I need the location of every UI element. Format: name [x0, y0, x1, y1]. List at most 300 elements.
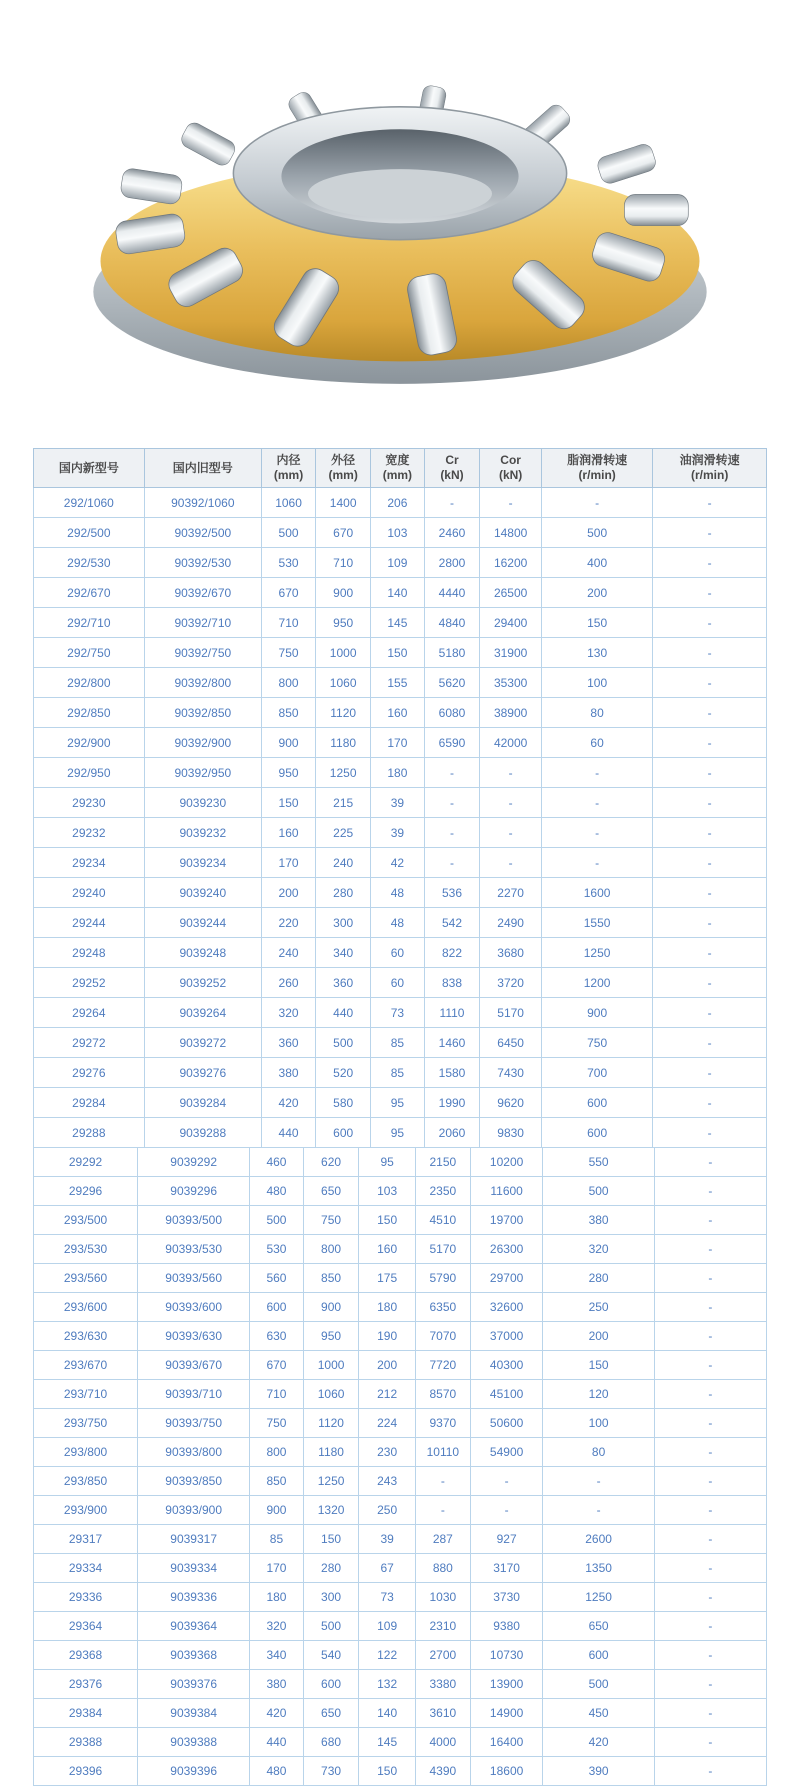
table-cell: -	[424, 758, 480, 788]
table-cell: -	[543, 1496, 654, 1525]
table-cell: 292/1060	[34, 488, 145, 518]
product-photo	[50, 24, 750, 392]
table-cell: 9039288	[144, 1118, 261, 1148]
table-cell: 500	[261, 518, 315, 548]
table-cell: 9039244	[144, 908, 261, 938]
table-cell: 340	[316, 938, 371, 968]
table-cell: 29364	[34, 1612, 138, 1641]
table-cell: 292/710	[34, 608, 145, 638]
table-cell: 200	[359, 1351, 415, 1380]
table-cell: -	[653, 518, 767, 548]
table-cell: 1120	[303, 1409, 359, 1438]
column-header: 外径 (mm)	[316, 449, 371, 488]
table-cell: 670	[261, 578, 315, 608]
table-cell: 380	[543, 1206, 654, 1235]
column-header: 国内旧型号	[144, 449, 261, 488]
table-cell: 420	[250, 1699, 304, 1728]
table-cell: 150	[261, 788, 315, 818]
roller	[595, 142, 657, 186]
table-cell: 500	[316, 1028, 371, 1058]
table-cell: 600	[250, 1293, 304, 1322]
table-cell: 600	[543, 1641, 654, 1670]
table-cell: 380	[261, 1058, 315, 1088]
table-cell: -	[654, 1612, 766, 1641]
table-cell: 5170	[480, 998, 542, 1028]
table-cell: 9039396	[138, 1757, 250, 1786]
table-cell: 340	[250, 1641, 304, 1670]
table-row	[34, 968, 767, 998]
table-cell: 380	[250, 1670, 304, 1699]
spec-tables	[33, 448, 767, 1786]
table-cell: 230	[359, 1438, 415, 1467]
table-cell: 292/800	[34, 668, 145, 698]
table-cell: 90393/500	[138, 1206, 250, 1235]
table-cell: 750	[303, 1206, 359, 1235]
table-cell: -	[654, 1351, 766, 1380]
table-cell: 927	[470, 1525, 543, 1554]
table-cell: 155	[371, 668, 425, 698]
table-cell: 9039317	[138, 1525, 250, 1554]
table-cell: 1250	[316, 758, 371, 788]
table-cell: 29244	[34, 908, 145, 938]
table-row	[34, 1293, 767, 1322]
table-row	[34, 1177, 767, 1206]
table-cell: 9039248	[144, 938, 261, 968]
table-cell: -	[653, 818, 767, 848]
table-row	[34, 1206, 767, 1235]
table-cell: 225	[316, 818, 371, 848]
table-cell: 35300	[480, 668, 542, 698]
table-cell: 710	[261, 608, 315, 638]
table-cell: 95	[359, 1148, 415, 1177]
table-cell: 1400	[316, 488, 371, 518]
table-cell: 3680	[480, 938, 542, 968]
table-cell: 1320	[303, 1496, 359, 1525]
table-cell: -	[480, 788, 542, 818]
table-cell: 9039364	[138, 1612, 250, 1641]
table-cell: -	[480, 758, 542, 788]
table-cell: 175	[359, 1264, 415, 1293]
table-cell: 29296	[34, 1177, 138, 1206]
table-cell: 90393/850	[138, 1467, 250, 1496]
table-cell: 1200	[541, 968, 652, 998]
spec-table-upper	[33, 448, 767, 1148]
table-cell: 29400	[480, 608, 542, 638]
table-cell: 850	[250, 1467, 304, 1496]
table-row	[34, 1757, 767, 1786]
table-cell: -	[653, 968, 767, 998]
table-row	[34, 1264, 767, 1293]
table-cell: -	[654, 1235, 766, 1264]
table-row	[34, 1467, 767, 1496]
table-cell: 950	[261, 758, 315, 788]
table-cell: 212	[359, 1380, 415, 1409]
table-cell: -	[654, 1583, 766, 1612]
table-row	[34, 998, 767, 1028]
table-cell: 38900	[480, 698, 542, 728]
table-cell: -	[654, 1670, 766, 1699]
table-cell: 320	[250, 1612, 304, 1641]
table-cell: 670	[316, 518, 371, 548]
table-row	[34, 728, 767, 758]
table-cell: -	[654, 1525, 766, 1554]
table-row	[34, 488, 767, 518]
table-cell: 620	[303, 1148, 359, 1177]
table-cell: 650	[303, 1177, 359, 1206]
table-cell: 54900	[470, 1438, 543, 1467]
table-cell: 293/530	[34, 1235, 138, 1264]
table-cell: 9039376	[138, 1670, 250, 1699]
table-cell: 29264	[34, 998, 145, 1028]
table-cell: 90393/630	[138, 1322, 250, 1351]
table-cell: 293/800	[34, 1438, 138, 1467]
table-cell: 90392/1060	[144, 488, 261, 518]
table-cell: -	[653, 698, 767, 728]
table-cell: 1030	[415, 1583, 470, 1612]
table-cell: 9039240	[144, 878, 261, 908]
table-cell: 822	[424, 938, 480, 968]
table-cell: 293/710	[34, 1380, 138, 1409]
table-cell: 530	[261, 548, 315, 578]
table-cell: 26300	[470, 1235, 543, 1264]
table-cell: 550	[543, 1148, 654, 1177]
table-cell: 250	[543, 1293, 654, 1322]
table-cell: 292/750	[34, 638, 145, 668]
table-cell: -	[541, 758, 652, 788]
header-row	[34, 449, 767, 488]
table-cell: 200	[543, 1322, 654, 1351]
table-cell: 2060	[424, 1118, 480, 1148]
table-cell: 48	[371, 908, 425, 938]
table-cell: -	[654, 1148, 766, 1177]
table-cell: 29700	[470, 1264, 543, 1293]
table-cell: -	[541, 488, 652, 518]
table-row	[34, 638, 767, 668]
table-cell: -	[654, 1293, 766, 1322]
table-cell: 390	[543, 1757, 654, 1786]
table-cell: 440	[316, 998, 371, 1028]
table-cell: 170	[261, 848, 315, 878]
table-cell: -	[654, 1409, 766, 1438]
table-cell: 1000	[303, 1351, 359, 1380]
table-cell: -	[653, 488, 767, 518]
table-cell: 140	[359, 1699, 415, 1728]
table-cell: 1250	[541, 938, 652, 968]
table-cell: -	[653, 1088, 767, 1118]
table-cell: 40300	[470, 1351, 543, 1380]
table-cell: 650	[543, 1612, 654, 1641]
table-cell: 37000	[470, 1322, 543, 1351]
table-cell: 150	[541, 608, 652, 638]
table-cell: 10110	[415, 1438, 470, 1467]
table-cell: 9370	[415, 1409, 470, 1438]
table-cell: 650	[303, 1699, 359, 1728]
table-cell: 3720	[480, 968, 542, 998]
table-cell: 50600	[470, 1409, 543, 1438]
table-cell: 42000	[480, 728, 542, 758]
table-cell: 630	[250, 1322, 304, 1351]
table-cell: 287	[415, 1525, 470, 1554]
table-row	[34, 1496, 767, 1525]
table-cell: 80	[543, 1438, 654, 1467]
table-cell: 580	[316, 1088, 371, 1118]
table-cell: 200	[541, 578, 652, 608]
table-cell: -	[470, 1467, 543, 1496]
table-cell: 130	[541, 638, 652, 668]
table-cell: 280	[316, 878, 371, 908]
table-cell: 48	[371, 878, 425, 908]
table-cell: 2460	[424, 518, 480, 548]
table-cell: 39	[371, 788, 425, 818]
table-cell: 800	[250, 1438, 304, 1467]
table-cell: 90392/900	[144, 728, 261, 758]
table-cell: -	[654, 1177, 766, 1206]
table-cell: -	[654, 1757, 766, 1786]
table-cell: 600	[316, 1118, 371, 1148]
table-cell: -	[654, 1380, 766, 1409]
table-cell: 29368	[34, 1641, 138, 1670]
table-cell: 240	[316, 848, 371, 878]
table-cell: 530	[250, 1235, 304, 1264]
table-cell: 9039252	[144, 968, 261, 998]
table-cell: 73	[371, 998, 425, 1028]
table-cell: -	[653, 758, 767, 788]
table-cell: 5790	[415, 1264, 470, 1293]
table-row	[34, 1380, 767, 1409]
table-cell: 32600	[470, 1293, 543, 1322]
table-cell: 440	[250, 1728, 304, 1757]
table-cell: 200	[261, 878, 315, 908]
table-row	[34, 758, 767, 788]
table-cell: 950	[316, 608, 371, 638]
table-cell: -	[415, 1496, 470, 1525]
table-cell: 90393/800	[138, 1438, 250, 1467]
table-cell: 215	[316, 788, 371, 818]
column-header: 内径 (mm)	[261, 449, 315, 488]
table-cell: 2270	[480, 878, 542, 908]
table-cell: -	[653, 1028, 767, 1058]
table-cell: 10730	[470, 1641, 543, 1670]
table-row	[34, 1554, 767, 1583]
table-cell: 29248	[34, 938, 145, 968]
table-cell: 5620	[424, 668, 480, 698]
table-cell: 700	[541, 1058, 652, 1088]
table-cell: 540	[303, 1641, 359, 1670]
table-cell: 85	[371, 1058, 425, 1088]
table-cell: 900	[303, 1293, 359, 1322]
table-cell: 560	[250, 1264, 304, 1293]
table-cell: 73	[359, 1583, 415, 1612]
table-cell: 170	[250, 1554, 304, 1583]
table-cell: 240	[261, 938, 315, 968]
table-cell: 9039272	[144, 1028, 261, 1058]
table-cell: 90392/800	[144, 668, 261, 698]
table-cell: 2310	[415, 1612, 470, 1641]
table-cell: 31900	[480, 638, 542, 668]
table-row	[34, 1088, 767, 1118]
table-cell: 1120	[316, 698, 371, 728]
table-cell: -	[653, 998, 767, 1028]
table-cell: 250	[359, 1496, 415, 1525]
table-cell: 9039368	[138, 1641, 250, 1670]
table-cell: 9380	[470, 1612, 543, 1641]
table-cell: 292/900	[34, 728, 145, 758]
table-row	[34, 1058, 767, 1088]
table-cell: 4440	[424, 578, 480, 608]
table-cell: 1600	[541, 878, 652, 908]
table-cell: 60	[371, 968, 425, 998]
table-cell: 60	[541, 728, 652, 758]
column-header: Cr (kN)	[424, 449, 480, 488]
table-row	[34, 938, 767, 968]
table-cell: 19700	[470, 1206, 543, 1235]
table-cell: -	[480, 818, 542, 848]
table-cell: 850	[261, 698, 315, 728]
table-row	[34, 1583, 767, 1612]
table-cell: 950	[303, 1322, 359, 1351]
roller	[624, 195, 688, 226]
table-cell: -	[654, 1206, 766, 1235]
table-cell: 480	[250, 1757, 304, 1786]
column-header: Cor (kN)	[480, 449, 542, 488]
table-row	[34, 1699, 767, 1728]
table-cell: 880	[415, 1554, 470, 1583]
table-cell: 150	[359, 1206, 415, 1235]
table-cell: 90392/500	[144, 518, 261, 548]
product-page	[0, 24, 800, 1786]
table-cell: 670	[250, 1351, 304, 1380]
column-header: 宽度 (mm)	[371, 449, 425, 488]
table-cell: 190	[359, 1322, 415, 1351]
table-cell: -	[654, 1496, 766, 1525]
table-cell: 7720	[415, 1351, 470, 1380]
table-cell: -	[415, 1467, 470, 1496]
table-cell: 7070	[415, 1322, 470, 1351]
table-row	[34, 1322, 767, 1351]
table-row	[34, 878, 767, 908]
table-cell: 42	[371, 848, 425, 878]
table-row	[34, 668, 767, 698]
table-cell: 5170	[415, 1235, 470, 1264]
table-cell: -	[424, 848, 480, 878]
table-cell: 1060	[316, 668, 371, 698]
table-cell: 2600	[543, 1525, 654, 1554]
table-cell: 9039384	[138, 1699, 250, 1728]
table-cell: 29272	[34, 1028, 145, 1058]
table-cell: 460	[250, 1148, 304, 1177]
table-cell: 3730	[470, 1583, 543, 1612]
table-cell: 9039230	[144, 788, 261, 818]
table-cell: 6080	[424, 698, 480, 728]
table-cell: 3610	[415, 1699, 470, 1728]
table-cell: 1990	[424, 1088, 480, 1118]
table-cell: 29388	[34, 1728, 138, 1757]
table-cell: 90393/600	[138, 1293, 250, 1322]
table-cell: 1110	[424, 998, 480, 1028]
table-cell: -	[424, 488, 480, 518]
table-cell: 160	[359, 1235, 415, 1264]
table-cell: 280	[543, 1264, 654, 1293]
table-cell: 8570	[415, 1380, 470, 1409]
table-row	[34, 1641, 767, 1670]
table-cell: 29234	[34, 848, 145, 878]
table-cell: 500	[303, 1612, 359, 1641]
table-cell: 3380	[415, 1670, 470, 1699]
table-cell: -	[654, 1554, 766, 1583]
table-row	[34, 848, 767, 878]
table-cell: -	[543, 1467, 654, 1496]
table-cell: -	[653, 728, 767, 758]
table-cell: 29376	[34, 1670, 138, 1699]
table-body-lower	[34, 1148, 767, 1786]
table-cell: 9039292	[138, 1148, 250, 1177]
table-cell: 39	[371, 818, 425, 848]
table-cell: 90392/750	[144, 638, 261, 668]
table-cell: 29336	[34, 1583, 138, 1612]
table-cell: 360	[261, 1028, 315, 1058]
table-cell: 360	[316, 968, 371, 998]
table-cell: 243	[359, 1467, 415, 1496]
table-cell: 26500	[480, 578, 542, 608]
table-cell: 60	[371, 938, 425, 968]
table-row	[34, 1148, 767, 1177]
table-cell: 300	[316, 908, 371, 938]
table-cell: 85	[250, 1525, 304, 1554]
table-cell: 1580	[424, 1058, 480, 1088]
table-cell: 90393/560	[138, 1264, 250, 1293]
table-cell: 9039276	[144, 1058, 261, 1088]
table-cell: 29284	[34, 1088, 145, 1118]
table-cell: -	[653, 878, 767, 908]
table-cell: 2150	[415, 1148, 470, 1177]
table-cell: 10200	[470, 1148, 543, 1177]
table-cell: 500	[543, 1670, 654, 1699]
table-cell: -	[654, 1322, 766, 1351]
table-cell: -	[480, 488, 542, 518]
table-cell: 145	[359, 1728, 415, 1757]
table-cell: 140	[371, 578, 425, 608]
table-row	[34, 1438, 767, 1467]
table-cell: 18600	[470, 1757, 543, 1786]
table-cell: 320	[261, 998, 315, 1028]
table-cell: 160	[371, 698, 425, 728]
table-cell: 29230	[34, 788, 145, 818]
table-cell: 180	[371, 758, 425, 788]
table-cell: -	[654, 1467, 766, 1496]
table-cell: -	[470, 1496, 543, 1525]
table-row	[34, 518, 767, 548]
table-cell: 420	[261, 1088, 315, 1118]
table-row	[34, 818, 767, 848]
table-cell: 260	[261, 968, 315, 998]
table-cell: 90393/530	[138, 1235, 250, 1264]
table-cell: 293/630	[34, 1322, 138, 1351]
table-cell: 293/850	[34, 1467, 138, 1496]
table-cell: 109	[359, 1612, 415, 1641]
table-cell: 29384	[34, 1699, 138, 1728]
table-cell: 292/850	[34, 698, 145, 728]
table-cell: -	[541, 818, 652, 848]
table-cell: 850	[303, 1264, 359, 1293]
table-cell: -	[654, 1641, 766, 1670]
table-cell: 520	[316, 1058, 371, 1088]
table-cell: 29252	[34, 968, 145, 998]
table-row	[34, 1351, 767, 1380]
table-cell: 132	[359, 1670, 415, 1699]
table-cell: 2800	[424, 548, 480, 578]
table-cell: 95	[371, 1118, 425, 1148]
table-cell: 293/600	[34, 1293, 138, 1322]
